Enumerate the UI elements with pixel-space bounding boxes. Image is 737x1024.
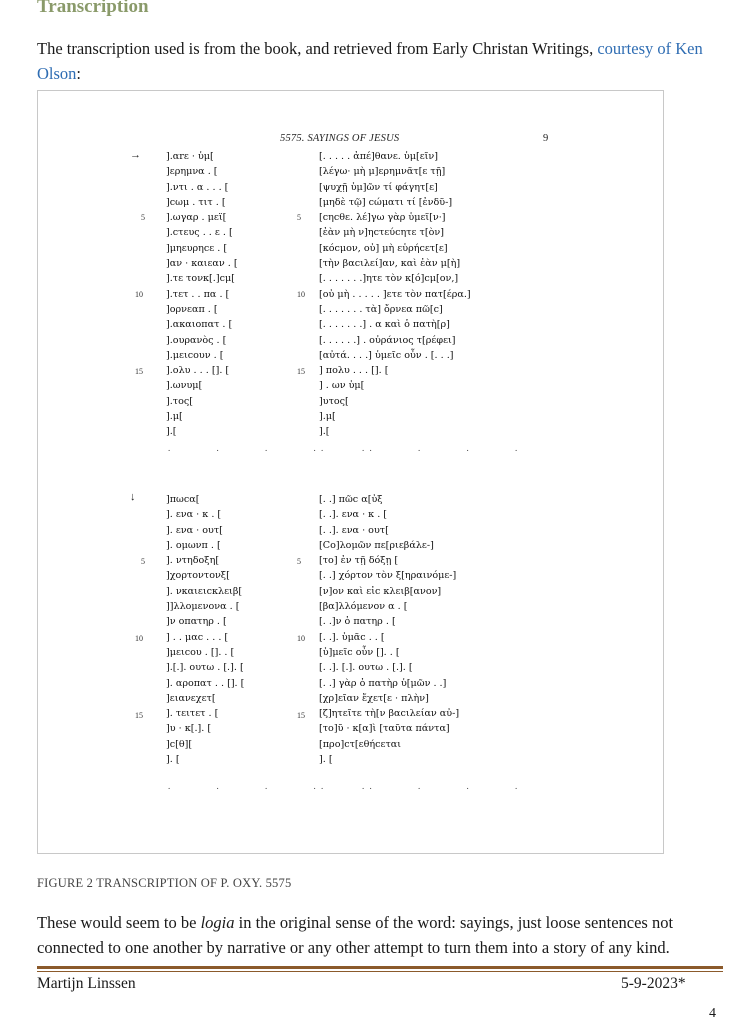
- intro-text-end: :: [76, 64, 82, 83]
- transcription-line: ].τος[: [166, 395, 193, 407]
- transcription-line: ]c[θ][: [166, 738, 193, 750]
- figure-page-header: 5575. SAYINGS OF JESUS: [280, 133, 400, 144]
- figure-caption: FIGURE 2 TRANSCRIPTION OF P. OXY. 5575: [37, 876, 292, 890]
- transcription-line: [. . . . . . . τὰ] ὄρνεα πῶ[c]: [319, 303, 443, 315]
- transcription-line: ]. ντηδοξη[: [166, 555, 220, 567]
- transcription-line: ] . ων ὑμ[: [319, 380, 365, 392]
- outro-paragraph: [37, 910, 727, 960]
- transcription-line: ]αν · καιεαν . [: [166, 258, 238, 270]
- transcription-line: ].ολυ . . . []. [: [166, 365, 230, 377]
- transcription-line: [ἐὰν μὴ ν]ηcτεύcητε τ[ὸν]: [319, 227, 444, 239]
- transcription-line: ]. ενα · ουτ[: [166, 524, 223, 536]
- transcription-line: [. . . . . .] . οὐράνιος τ[ρέφει]: [319, 334, 456, 346]
- transcription-line: ]ν οπατηρ . [: [166, 616, 227, 628]
- transcription-line: ] πολυ . . . []. [: [319, 365, 389, 377]
- line-number: 10: [297, 290, 305, 299]
- transcription-line: [προ]cτ[εθήcεται: [319, 738, 402, 750]
- bottom-reconstructed-text: [319, 492, 459, 767]
- transcription-line: [κόcμον, οὐ] μὴ εὑρήcετ[ε]: [319, 242, 448, 254]
- right-arrow-icon: →: [130, 149, 141, 161]
- transcription-line: [χρ]εῖαν ἔχετ[ε · πλὴν]: [319, 692, 429, 704]
- transcription-line: ]. [: [319, 754, 333, 766]
- transcription-line: ]υτος[: [319, 395, 349, 407]
- transcription-line: ]πωcα[: [166, 494, 200, 505]
- transcription-line: ]υ · κ[.]. [: [166, 723, 212, 735]
- transcription-line: ].αrε · ὑμ[: [166, 151, 214, 162]
- transcription-line: ].ωνυμ[: [166, 380, 203, 392]
- transcription-line: [ὑ]μεῖc οὖν []. . [: [319, 646, 400, 658]
- transcription-figure: [37, 90, 664, 854]
- transcription-line: [λέγω· μὴ μ]ερημνᾶτ[ε τῇ]: [319, 166, 446, 178]
- figure-page-number: 9: [543, 133, 549, 144]
- transcription-line: ].ντι . α . . . [: [166, 181, 229, 193]
- line-number: 5: [141, 213, 145, 222]
- transcription-line: ]μειcου . []. . [: [166, 646, 235, 658]
- transcription-line: ].ακαιοπατ . [: [166, 319, 233, 331]
- transcription-line: ].cτευς . . ε . [: [166, 227, 233, 239]
- transcription-line: ]ειανεχετ[: [166, 692, 216, 704]
- transcription-line: ]. ομωνπ . [: [166, 539, 221, 551]
- transcription-line: [το] ἐν τῇ δόξῃ [: [319, 555, 399, 567]
- transcription-line: ].μειcουν . [: [166, 349, 224, 361]
- bottom-diplomatic-text: [166, 492, 244, 767]
- transcription-line: ].[.]. ουτω . [.]. [: [166, 662, 244, 674]
- transcription-line: [οὐ μὴ . . . . . ]ετε τὸν πατ[έρα.]: [319, 288, 471, 300]
- top-reconstructed-text: [319, 149, 471, 440]
- intro-text: The transcription used is from the book, and retrieved from Early Christan Writings,: [37, 39, 598, 58]
- transcription-line: ].[: [319, 426, 330, 438]
- transcription-line: [τὴν βαcιλεί]αν, καὶ ἐὰν μ[ὴ]: [319, 258, 461, 270]
- top-diplomatic-text: [166, 149, 238, 440]
- intro-paragraph: [37, 36, 717, 86]
- line-number: 5: [297, 213, 301, 222]
- transcription-line: [Cο]λομῶν πε[ριεβάλε-]: [319, 539, 434, 551]
- transcription-line: ]. αροπατ . . []. [: [166, 677, 245, 689]
- section-heading: Transcription: [37, 0, 149, 17]
- transcription-line: [ν]ον καὶ εἰc κλειβ[ανον]: [319, 585, 442, 597]
- transcription-line: ]μηευρηcε . [: [166, 242, 228, 254]
- ellipsis-dots: . . . . .: [321, 443, 540, 453]
- line-number: 5: [297, 557, 301, 566]
- line-number: 5: [141, 557, 145, 566]
- transcription-line: [βα]λλόμενον α . [: [319, 601, 408, 613]
- transcription-line: [cηcθε. λέ]γω γὰρ ὑμεῖ[ν·]: [319, 212, 446, 224]
- outro-text-end: in the original sense of the word: sayings, just loose sentences not connected to one another by narrative or any other attempt to turn them into a story of any kind.: [37, 913, 674, 957]
- transcription-line: [. .]. ενα · κ . [: [319, 509, 388, 521]
- transcription-line: ].ωγαρ . μεϊ[: [166, 212, 227, 224]
- line-number: 10: [135, 290, 143, 299]
- transcription-line: ]ερημνα . [: [166, 166, 218, 178]
- footer-rule: [37, 966, 723, 969]
- transcription-line: [. . . . . . .] . α καὶ ὁ πατὴ[ρ]: [319, 319, 450, 331]
- footer-author: Martijn Linssen: [37, 975, 136, 992]
- footer-rule-thin: [37, 971, 723, 972]
- transcription-line: ]χορτοντονξ[: [166, 570, 230, 582]
- transcription-line: [. .]. ενα · ουτ[: [319, 524, 389, 536]
- transcription-line: [. .]. [.]. ουτω . [.]. [: [319, 662, 413, 674]
- transcription-line: ]. [: [166, 754, 180, 766]
- down-arrow-icon: ↓: [130, 491, 136, 503]
- transcription-line: ]. ενα · κ . [: [166, 509, 222, 521]
- logia-emphasis: logia: [200, 913, 235, 932]
- transcription-line: [. .] γὰρ ὁ πατὴρ ὑ[μῶν . .]: [319, 677, 447, 689]
- transcription-line: [. .]ν ὁ πατηρ . [: [319, 616, 396, 628]
- transcription-line: ]ορνεαπ . [: [166, 303, 218, 315]
- footer-page-number: 4: [709, 1006, 716, 1021]
- transcription-line: ]cωμ . τιτ . [: [166, 196, 226, 208]
- line-number: 15: [135, 367, 143, 376]
- transcription-line: ].ουρανὸς . [: [166, 334, 227, 346]
- courtesy-link[interactable]: courtesy of Ken Olson: [37, 39, 703, 83]
- transcription-line: [. .] πῶc α[ὐξ: [319, 494, 383, 505]
- transcription-line: [το]ῦ · κ[α]ὶ [ταῦτα πάντα]: [319, 723, 450, 735]
- transcription-line: [ζ]ητεῖτε τὴ[ν βαcιλείαν αὐ-]: [319, 708, 460, 720]
- transcription-line: ].μ[: [166, 411, 183, 423]
- transcription-line: ] . . μαc . . . [: [166, 631, 229, 643]
- transcription-line: ].τετ . . πα . [: [166, 288, 230, 300]
- ellipsis-dots: . . . . .: [168, 781, 387, 791]
- transcription-line: [ψυχῇ ὑμ]ῶν τί φάγητ[ε]: [319, 181, 438, 193]
- line-number: 15: [297, 367, 305, 376]
- transcription-line: ].τε τονκ[.]cμ[: [166, 273, 235, 285]
- transcription-line: [. .]. ὑμᾶc . . [: [319, 631, 385, 643]
- transcription-line: [αὐτά. . . .] ὑμεῖc οὖν . [. . .]: [319, 349, 454, 361]
- transcription-line: [. . . . . ἀπέ]θανε. ὑμ[εῖν]: [319, 151, 439, 162]
- transcription-line: ]. νκαιειcκλειβ[: [166, 585, 243, 597]
- transcription-line: [. .] χόρτον τὸν ξ[ηραινόμε-]: [319, 570, 457, 582]
- line-number: 15: [297, 711, 305, 720]
- line-number: 10: [135, 634, 143, 643]
- transcription-line: ]]λλομενονα . [: [166, 601, 240, 613]
- transcription-line: [μηδὲ τῷ] cώματι τί [ἐνδῦ-]: [319, 196, 453, 208]
- line-number: 10: [297, 634, 305, 643]
- line-number: 15: [135, 711, 143, 720]
- transcription-line: ]. τειτετ . [: [166, 708, 219, 720]
- transcription-line: ].μ[: [319, 411, 336, 423]
- transcription-line: [. . . . . . .]ητε τὸν κ[ό]cμ[ον,]: [319, 273, 459, 285]
- footer-date: 5-9-2023*: [621, 975, 686, 992]
- transcription-line: ].[: [166, 426, 177, 438]
- ellipsis-dots: . . . . .: [321, 781, 540, 791]
- outro-text: These would seem to be: [37, 913, 201, 932]
- ellipsis-dots: . . . . .: [168, 443, 387, 453]
